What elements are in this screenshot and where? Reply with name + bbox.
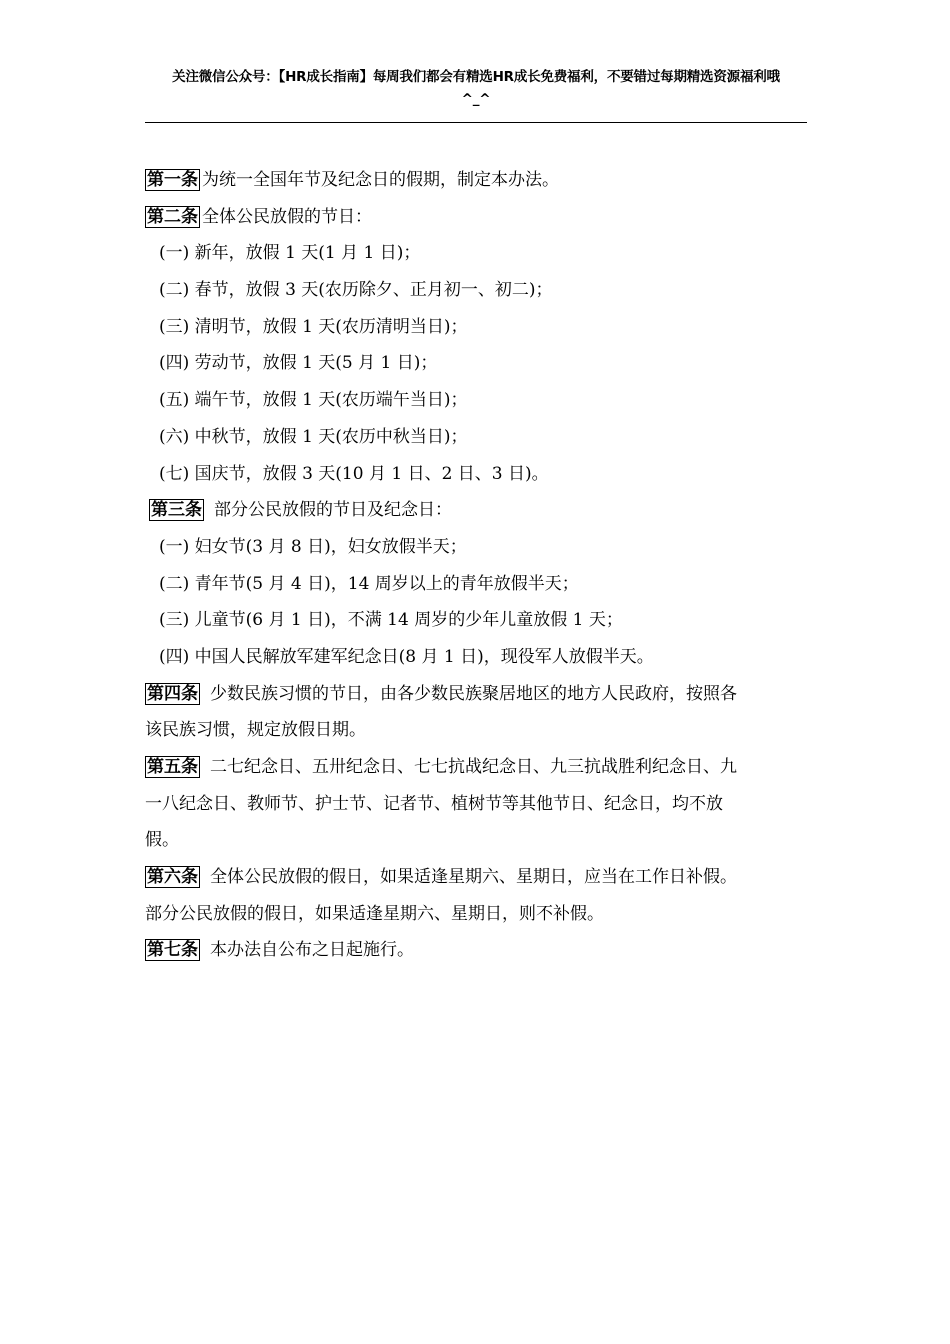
- article-5-label: 第五条: [147, 757, 198, 777]
- article-6-continuation: 部分公民放假的假日，如果适逢星期六、星期日，则不补假。: [145, 903, 604, 924]
- article-3-text: 部分公民放假的节日及纪念日：: [214, 500, 452, 521]
- article-3-item: (二) 青年节(5 月 4 日)，14 周岁以上的青年放假半天；: [159, 573, 579, 594]
- article-3: [145, 492, 810, 529]
- article-2-item: (六) 中秋节，放假 1 天(农历中秋当日)；: [159, 426, 468, 447]
- article-4: [145, 676, 810, 713]
- article-2-item: (一) 新年，放假 1 天(1 月 1 日)；: [159, 243, 421, 264]
- article-7-label: 第七条: [147, 940, 198, 961]
- article-2-item: (三) 清明节，放假 1 天(农历清明当日)；: [159, 316, 468, 337]
- article-1-label: 第一条: [147, 170, 198, 190]
- header-line-2: ^_^: [461, 91, 491, 107]
- article-1-text: 为统一全国年节及纪念日的假期，制定本办法。: [202, 170, 559, 190]
- article-3-label: 第三条: [151, 500, 202, 521]
- article-5-continuation: 假。: [145, 830, 179, 851]
- article-2-item: (七) 国庆节，放假 3 天(10 月 1 日、2 日、3 日)。: [159, 463, 549, 484]
- article-4-label: 第四条: [147, 683, 198, 704]
- article-3-item: (三) 儿童节(6 月 1 日)，不满 14 周岁的少年儿童放假 1 天；: [159, 610, 623, 631]
- article-2: [145, 199, 810, 236]
- article-1: [145, 162, 810, 199]
- article-2-text: 全体公民放假的节日：: [202, 206, 372, 227]
- article-5-text-1: 二七纪念日、五卅纪念日、七七抗战纪念日、九三抗战胜利纪念日、九: [210, 757, 737, 777]
- article-3-item: (一) 妇女节(3 月 8 日)，妇女放假半天；: [159, 536, 467, 557]
- header-divider: [145, 122, 807, 123]
- article-3-item: (四) 中国人民解放军建军纪念日(8 月 1 日)，现役军人放假半天。: [159, 646, 654, 667]
- article-4-continuation: 该民族习惯，规定放假日期。: [145, 720, 366, 741]
- article-2-item: (五) 端午节，放假 1 天(农历端午当日)；: [159, 390, 468, 411]
- article-7-text: 本办法自公布之日起施行。: [210, 940, 414, 961]
- article-7: [145, 932, 810, 969]
- article-6: [145, 859, 810, 896]
- article-6-label: 第六条: [147, 867, 198, 888]
- article-5-continuation: 一八纪念日、教师节、护士节、记者节、植树节等其他节日、纪念日，均不放: [145, 793, 723, 814]
- article-4-text-1: 少数民族习惯的节日，由各少数民族聚居地区的地方人民政府，按照各: [210, 683, 737, 704]
- article-6-text-1: 全体公民放假的假日，如果适逢星期六、星期日，应当在工作日补假。: [210, 867, 737, 888]
- article-5: [145, 749, 810, 786]
- article-2-label: 第二条: [147, 206, 198, 227]
- page-header: [145, 66, 807, 110]
- document-body: [145, 162, 810, 969]
- header-line-1: 关注微信公众号：【HR成长指南】每周我们都会有精选HR成长免费福利，不要错过每期精选资源福利哦: [172, 69, 780, 85]
- article-2-item: (四) 劳动节，放假 1 天(5 月 1 日)；: [159, 353, 438, 374]
- article-2-item: (二) 春节，放假 3 天(农历除夕、正月初一、初二)；: [159, 280, 553, 301]
